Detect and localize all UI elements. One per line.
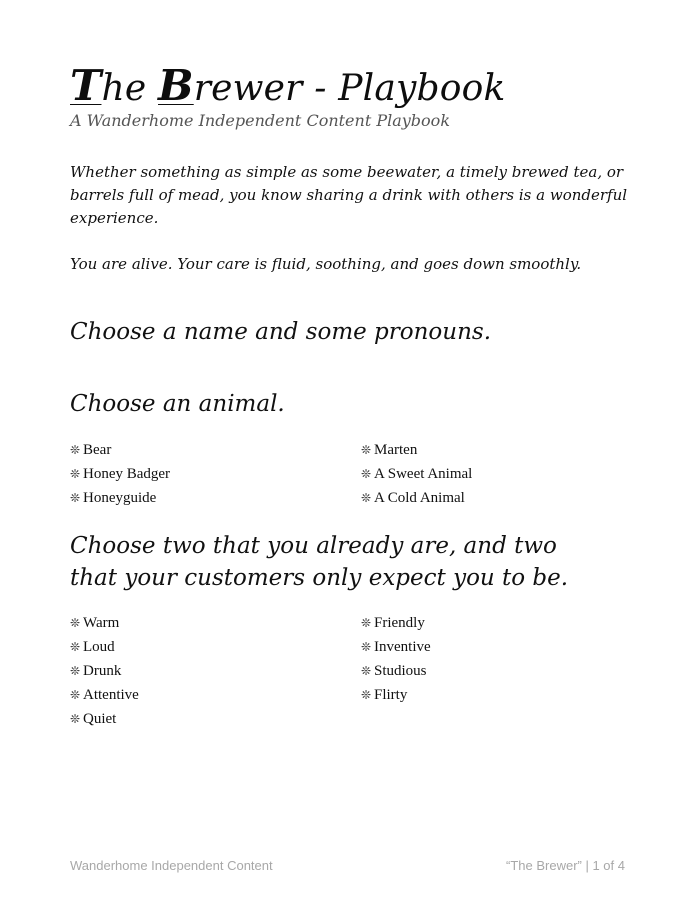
list-item [70, 486, 170, 510]
list-item [70, 707, 139, 731]
flower-bullet-icon: ❊ [70, 616, 81, 630]
intro-paragraph: Whether something as simple as some beewater, a timely brewed tea, or barrels full of mead, you know sharing a drink with others is a wonderful experience. [70, 163, 628, 227]
list-item [70, 462, 170, 486]
list-item-label: Quiet [83, 711, 117, 727]
flower-bullet-icon: ❊ [70, 467, 81, 481]
footer-page-info: “The Brewer” | 1 of 4 [506, 858, 625, 873]
list-item [70, 611, 139, 635]
trait-options-right [361, 611, 431, 707]
list-item [361, 683, 431, 707]
heading-animal: Choose an animal. [70, 391, 285, 417]
list-item-label: Inventive [374, 639, 431, 655]
list-item-label: A Cold Animal [374, 490, 465, 506]
list-item-label: Friendly [374, 615, 425, 631]
list-item [70, 683, 139, 707]
list-item-label: Bear [83, 442, 112, 458]
list-item-label: Flirty [374, 687, 408, 703]
list-item-label: Honey Badger [83, 466, 171, 482]
page-title [70, 61, 630, 110]
list-item [361, 462, 472, 486]
flower-bullet-icon: ❊ [361, 688, 372, 702]
title-text-2: rewer - Playbook [193, 68, 506, 109]
trait-options-left [70, 611, 139, 731]
title-initial-t: T [70, 61, 102, 110]
flower-bullet-icon: ❊ [70, 443, 81, 457]
title-text-1: he [101, 68, 159, 109]
animal-options-left [70, 438, 170, 510]
flower-bullet-icon: ❊ [361, 491, 372, 505]
animal-options-right [361, 438, 472, 510]
flower-bullet-icon: ❊ [70, 664, 81, 678]
flower-bullet-icon: ❊ [361, 616, 372, 630]
flower-bullet-icon: ❊ [70, 688, 81, 702]
title-initial-b: B [158, 61, 194, 110]
list-item-label: A Sweet Animal [374, 466, 473, 482]
trait-options [70, 611, 630, 731]
list-item [70, 635, 139, 659]
page-subtitle: A Wanderhome Independent Content Playbook [70, 111, 451, 130]
heading-traits: Choose two that you already are, and two that your customers only expect you to be. [70, 533, 569, 591]
list-item-label: Loud [83, 639, 115, 655]
flower-bullet-icon: ❊ [361, 467, 372, 481]
flower-bullet-icon: ❊ [70, 712, 81, 726]
list-item-label: Honeyguide [83, 490, 157, 506]
list-item-label: Studious [374, 663, 427, 679]
animal-options [70, 438, 630, 510]
list-item-label: Attentive [83, 687, 139, 703]
list-item [70, 659, 139, 683]
alive-paragraph: You are alive. Your care is fluid, soothing, and goes down smoothly. [70, 255, 582, 273]
list-item [361, 635, 431, 659]
heading-name-pronouns: Choose a name and some pronouns. [70, 319, 492, 345]
flower-bullet-icon: ❊ [361, 640, 372, 654]
flower-bullet-icon: ❊ [70, 491, 81, 505]
flower-bullet-icon: ❊ [361, 443, 372, 457]
list-item [361, 659, 431, 683]
list-item-label: Warm [83, 615, 120, 631]
flower-bullet-icon: ❊ [361, 664, 372, 678]
list-item [361, 611, 431, 635]
footer-left: Wanderhome Independent Content [70, 858, 273, 873]
flower-bullet-icon: ❊ [70, 640, 81, 654]
list-item [70, 438, 170, 462]
title-block [70, 61, 630, 131]
list-item [361, 438, 472, 462]
list-item-label: Marten [374, 442, 418, 458]
list-item-label: Drunk [83, 663, 122, 679]
list-item [361, 486, 472, 510]
